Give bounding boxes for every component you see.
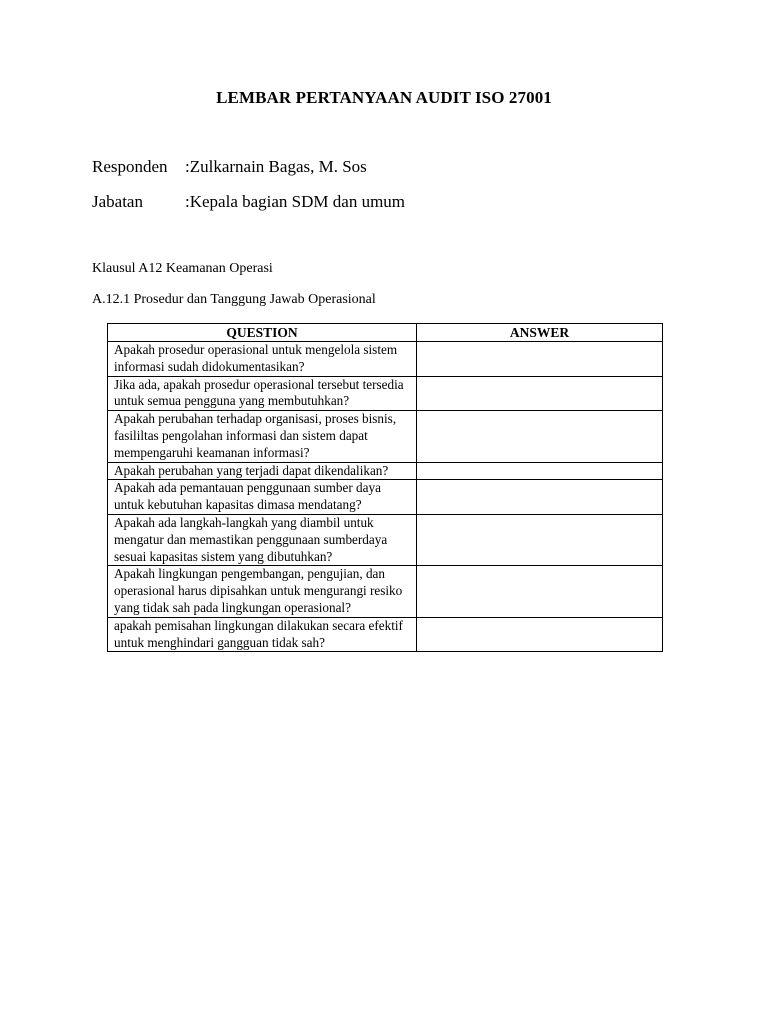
table-header-row [108, 324, 663, 342]
answer-cell [417, 411, 663, 462]
table-row [108, 411, 663, 462]
respondent-value: :Zulkarnain Bagas, M. Sos [185, 157, 367, 176]
question-cell: Apakah ada langkah-langkah yang diambil untuk mengatur dan memastikan penggunaan sumberdaya sesuai kapasitas sistem yang dibutuhkan? [108, 514, 417, 565]
question-cell: Apakah perubahan terhadap organisasi, proses bisnis, fasililtas pengolahan informasi dan sistem dapat mempengaruhi keamanan informasi? [108, 411, 417, 462]
question-cell: Apakah perubahan yang terjadi dapat dikendalikan? [108, 462, 417, 480]
table-row [108, 566, 663, 617]
table-row [108, 342, 663, 377]
table-row [108, 462, 663, 480]
question-cell: apakah pemisahan lingkungan dilakukan secara efektif untuk menghindari gangguan tidak sah? [108, 617, 417, 652]
question-cell: Apakah ada pemantauan penggunaan sumber daya untuk kebutuhan kapasitas dimasa mendatang? [108, 480, 417, 515]
answer-cell [417, 376, 663, 411]
question-cell: Jika ada, apakah prosedur operasional tersebut tersedia untuk semua pengguna yang membutuhkan? [108, 376, 417, 411]
question-column-header: QUESTION [108, 324, 417, 342]
answer-column-header: ANSWER [417, 324, 663, 342]
clause-heading: Klausul A12 Keamanan Operasi [92, 261, 273, 276]
answer-cell [417, 342, 663, 377]
table-row [108, 376, 663, 411]
position-label: Jabatan [92, 192, 143, 211]
answer-cell [417, 617, 663, 652]
respondent-row [92, 157, 367, 177]
table-row [108, 480, 663, 515]
document-title: LEMBAR PERTANYAAN AUDIT ISO 27001 [216, 88, 552, 107]
answer-cell [417, 514, 663, 565]
table-row [108, 514, 663, 565]
subclause-heading: A.12.1 Prosedur dan Tanggung Jawab Operasional [92, 292, 376, 307]
position-row [92, 192, 405, 212]
audit-question-table [107, 323, 663, 652]
position-value: :Kepala bagian SDM dan umum [185, 192, 406, 211]
answer-cell [417, 566, 663, 617]
answer-cell [417, 462, 663, 480]
table-row [108, 617, 663, 652]
question-cell: Apakah prosedur operasional untuk mengelola sistem informasi sudah didokumentasikan? [108, 342, 417, 377]
question-cell: Apakah lingkungan pengembangan, pengujian, dan operasional harus dipisahkan untuk mengurangi resiko yang tidak sah pada lingkungan operasional? [108, 566, 417, 617]
answer-cell [417, 480, 663, 515]
respondent-label: Responden [92, 157, 168, 176]
